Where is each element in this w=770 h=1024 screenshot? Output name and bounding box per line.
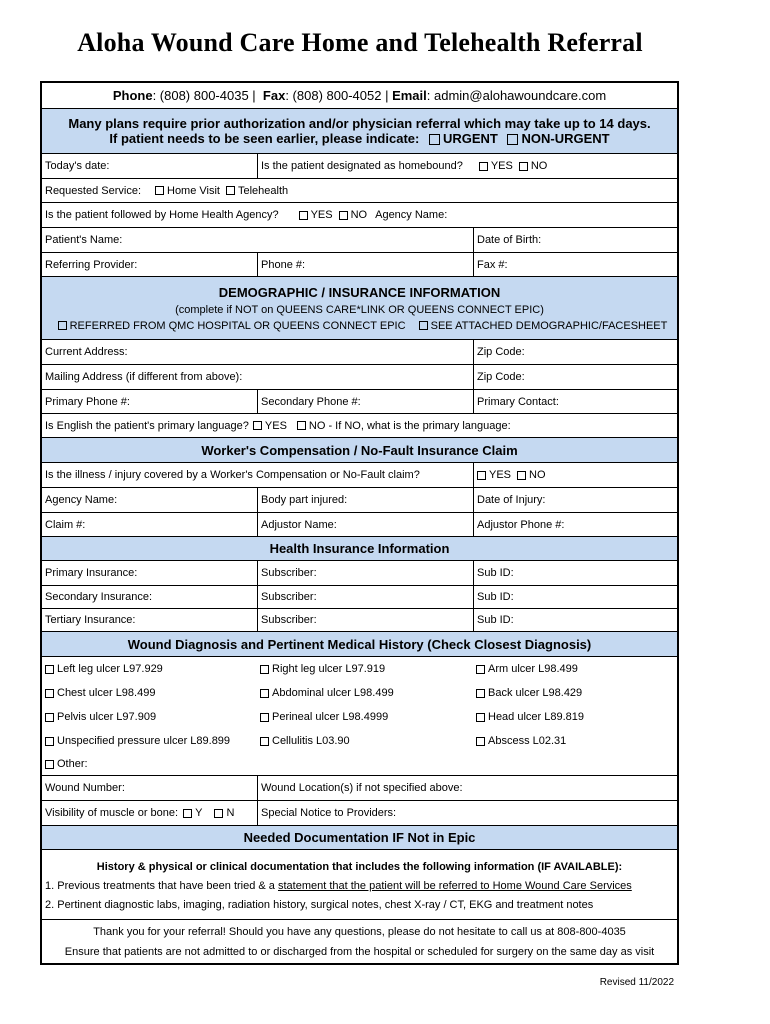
cellulitis-option[interactable] <box>257 729 473 753</box>
secondary-subscriber-field[interactable]: Subscriber: <box>257 586 473 608</box>
tertiary-sub-id-field[interactable]: Sub ID: <box>473 609 677 631</box>
visibility-n-checkbox[interactable] <box>214 809 223 818</box>
form-title: Aloha Wound Care Home and Telehealth Referral <box>77 28 643 57</box>
wound-location-field[interactable]: Wound Location(s) if not specified above: <box>257 776 677 800</box>
head-label: Head ulcer L89.819 <box>488 711 585 723</box>
perineal-label: Perineal ulcer L98.4999 <box>272 711 389 723</box>
docs-item-1 <box>45 880 632 892</box>
claim-agency-row <box>42 487 677 512</box>
home-visit-label: Home Visit <box>167 184 220 197</box>
head-checkbox[interactable] <box>476 713 485 722</box>
perineal-checkbox[interactable] <box>260 713 269 722</box>
referred-qmc-label: REFERRED FROM QMC HOSPITAL OR QUEENS CONNECT EPIC <box>69 319 406 332</box>
notice-line2 <box>109 131 609 146</box>
cellulitis-checkbox[interactable] <box>260 737 269 746</box>
primary-insurance-field[interactable]: Primary Insurance: <box>45 567 138 579</box>
thanks-block <box>42 920 677 963</box>
mailing-address-row <box>42 364 677 389</box>
wound-row-other <box>42 753 677 775</box>
primary-subscriber-field[interactable]: Subscriber: <box>257 561 473 585</box>
adjustor-phone-field[interactable]: Adjustor Phone #: <box>473 513 677 536</box>
demographic-band <box>42 277 677 339</box>
claim-agency-field[interactable]: Agency Name: <box>45 494 118 506</box>
primary-sub-id-field[interactable]: Sub ID: <box>473 561 677 585</box>
docs-header-row <box>42 825 677 849</box>
wound-number-row <box>42 775 677 800</box>
claim-row <box>42 462 677 487</box>
workers-header: Worker's Compensation / No-Fault Insurance Claim <box>42 438 677 462</box>
demographic-header: DEMOGRAPHIC / INSURANCE INFORMATION <box>218 284 501 300</box>
other-option[interactable] <box>42 753 677 775</box>
right-leg-label: Right leg ulcer L97.919 <box>272 663 386 675</box>
left-leg-checkbox[interactable] <box>45 665 54 674</box>
service-row <box>42 178 677 202</box>
provider-fax-field[interactable]: Fax #: <box>473 253 677 276</box>
homebound-yes-label: YES <box>490 160 513 172</box>
requested-service-label: Requested Service: <box>45 184 141 197</box>
tertiary-insurance-field[interactable]: Tertiary Insurance: <box>45 614 136 626</box>
wound-row-4 <box>42 729 677 753</box>
language-field <box>42 414 677 437</box>
secondary-sub-id-field[interactable]: Sub ID: <box>473 586 677 608</box>
abscess-checkbox[interactable] <box>476 737 485 746</box>
back-label: Back ulcer L98.429 <box>488 687 583 699</box>
left-leg-option[interactable] <box>42 657 257 681</box>
patient-row <box>42 227 677 252</box>
abdominal-label: Abdominal ulcer L98.499 <box>272 687 394 699</box>
notice-line2-text: If patient needs to be seen earlier, please indicate: <box>109 131 420 146</box>
contact-row <box>42 83 677 108</box>
home-health-yes-label: YES <box>310 209 333 221</box>
right-leg-checkbox[interactable] <box>260 665 269 674</box>
abscess-option[interactable] <box>473 729 677 753</box>
docs-body-row <box>42 849 677 919</box>
home-health-row <box>42 202 677 227</box>
docs-intro: History & physical or clinical documentation that includes the following information (IF AVAILABLE): <box>96 860 623 873</box>
special-notice-field[interactable]: Special Notice to Providers: <box>257 801 677 825</box>
abdominal-option[interactable] <box>257 681 473 705</box>
revised-date: Revised 11/2022 <box>599 977 674 988</box>
english-question: Is English the patient's primary language? <box>45 419 249 432</box>
adjustor-name-field[interactable]: Adjustor Name: <box>257 513 473 536</box>
urgent-checkbox[interactable] <box>429 134 440 145</box>
workers-header-row <box>42 437 677 462</box>
wound-row-3 <box>42 705 677 729</box>
home-health-no-label: NO <box>350 209 368 221</box>
primary-phone-field[interactable]: Primary Phone #: <box>45 395 130 408</box>
current-address-row <box>42 339 677 364</box>
home-health-field <box>42 203 677 227</box>
visibility-field <box>42 801 257 825</box>
wound-row-2 <box>42 681 677 705</box>
pelvis-checkbox[interactable] <box>45 713 54 722</box>
perineal-option[interactable] <box>257 705 473 729</box>
visibility-y-checkbox[interactable] <box>183 809 192 818</box>
date-row <box>42 153 677 178</box>
wound-header-row <box>42 631 677 656</box>
home-visit-checkbox[interactable] <box>155 186 164 195</box>
secondary-insurance-row <box>42 585 677 608</box>
claim-question: Is the illness / injury covered by a Worker's Compensation or No-Fault claim? <box>45 469 420 481</box>
email-value: : admin@alohawoundcare.com <box>426 88 607 103</box>
claim-no-label: NO <box>529 469 546 481</box>
telehealth-checkbox[interactable] <box>226 186 235 195</box>
homebound-question: Is the patient designated as homebound? <box>261 160 463 172</box>
agency-name-label: Agency Name: <box>375 209 448 221</box>
claim-number-field[interactable]: Claim #: <box>45 518 86 531</box>
arm-label: Arm ulcer L98.499 <box>488 663 578 675</box>
requested-service-field <box>42 179 677 202</box>
wound-header: Wound Diagnosis and Pertinent Medical History (Check Closest Diagnosis) <box>42 632 677 656</box>
fax-label: Fax <box>262 88 286 103</box>
tertiary-subscriber-field[interactable]: Subscriber: <box>257 609 473 631</box>
pressure-label: Unspecified pressure ulcer L89.899 <box>57 735 231 747</box>
other-checkbox[interactable] <box>45 760 54 769</box>
claim-yes-checkbox[interactable] <box>477 471 486 480</box>
todays-date-field[interactable]: Today's date: <box>45 160 110 172</box>
docs-header: Needed Documentation IF Not in Epic <box>42 826 677 849</box>
email-label: Email <box>392 88 427 103</box>
attached-facesheet-checkbox[interactable] <box>419 321 428 330</box>
phone-row <box>42 389 677 413</box>
mailing-zip-field[interactable]: Zip Code: <box>473 365 677 389</box>
notice-row <box>42 108 677 153</box>
back-option[interactable] <box>473 681 677 705</box>
pressure-checkbox[interactable] <box>45 737 54 746</box>
claim-number-row <box>42 512 677 536</box>
english-no-checkbox[interactable] <box>297 421 306 430</box>
visibility-y-label: Y <box>195 807 203 819</box>
referring-provider-field[interactable]: Referring Provider: <box>45 258 138 271</box>
home-health-yes-checkbox[interactable] <box>299 211 308 220</box>
current-zip-field[interactable]: Zip Code: <box>473 340 677 364</box>
demographic-sub: (complete if NOT on QUEENS CARE*LINK OR QUEENS CONNECT EPIC) <box>175 303 544 316</box>
homebound-no-label: NO <box>530 160 548 172</box>
chest-checkbox[interactable] <box>45 689 54 698</box>
attached-facesheet-label: SEE ATTACHED DEMOGRAPHIC/FACESHEET <box>430 319 668 332</box>
ensure-text: Ensure that patients are not admitted to or discharged from the hospital or scheduled for surgery on the same day as visit <box>64 945 655 958</box>
pressure-option[interactable] <box>42 729 257 753</box>
non-urgent-label: NON-URGENT <box>521 131 610 146</box>
language-row <box>42 413 677 437</box>
homebound-field <box>257 154 677 178</box>
insurance-header: Health Insurance Information <box>42 537 677 560</box>
provider-row <box>42 252 677 276</box>
current-address-field[interactable]: Current Address: <box>45 346 128 358</box>
head-option[interactable] <box>473 705 677 729</box>
home-health-question: Is the patient followed by Home Health Agency? <box>45 209 279 221</box>
chest-option[interactable] <box>42 681 257 705</box>
arm-checkbox[interactable] <box>476 665 485 674</box>
docs-item-2: 2. Pertinent diagnostic labs, imaging, radiation history, surgical notes, chest X-ray / CT, EKG and treatment notes <box>45 898 594 911</box>
visibility-label: Visibility of muscle or bone: <box>45 807 179 819</box>
referral-form <box>40 81 679 965</box>
patient-name-field[interactable]: Patient's Name: <box>45 234 123 246</box>
non-urgent-checkbox[interactable] <box>507 134 518 145</box>
homebound-yes-checkbox[interactable] <box>479 162 488 171</box>
insurance-header-row <box>42 536 677 560</box>
english-no-label: NO - If NO, what is the primary language: <box>308 419 511 432</box>
notice-line1: Many plans require prior authorization and/or physician referral which may take up to 14 days. <box>68 116 651 131</box>
wound-number-field[interactable]: Wound Number: <box>45 782 125 794</box>
cellulitis-label: Cellulitis L03.90 <box>272 735 350 747</box>
abscess-label: Abscess L02.31 <box>488 735 567 747</box>
phone-value: : (808) 800-4035 | <box>152 88 256 103</box>
tertiary-insurance-row <box>42 608 677 631</box>
english-yes-checkbox[interactable] <box>253 421 262 430</box>
thanks-row <box>42 919 677 963</box>
pelvis-option[interactable] <box>42 705 257 729</box>
demographic-header-row <box>42 276 677 339</box>
provider-phone-field[interactable]: Phone #: <box>257 253 473 276</box>
secondary-insurance-field[interactable]: Secondary Insurance: <box>45 591 153 603</box>
referred-qmc-checkbox[interactable] <box>58 321 67 330</box>
docs-item-1-underlined: statement that the patient will be referred to Home Wound Care Services <box>277 879 632 892</box>
dob-field[interactable]: Date of Birth: <box>473 228 677 252</box>
english-yes-label: YES <box>264 419 287 432</box>
primary-contact-field[interactable]: Primary Contact: <box>473 390 677 413</box>
contact-info <box>42 83 677 108</box>
date-injury-field[interactable]: Date of Injury: <box>473 488 677 512</box>
visibility-row <box>42 800 677 825</box>
pelvis-label: Pelvis ulcer L97.909 <box>57 711 157 723</box>
mailing-address-field[interactable]: Mailing Address (if different from above): <box>45 371 243 383</box>
arm-option[interactable] <box>473 657 677 681</box>
fax-value: : (808) 800-4052 | <box>285 88 389 103</box>
visibility-n-label: N <box>226 807 235 819</box>
notice-band <box>42 109 677 153</box>
phone-label: Phone <box>112 88 153 103</box>
other-label: Other: <box>57 758 88 770</box>
body-part-field[interactable]: Body part injured: <box>257 488 473 512</box>
claim-yes-label: YES <box>489 469 512 481</box>
docs-item-1-text: 1. Previous treatments that have been tried & a <box>45 879 275 892</box>
home-health-no-checkbox[interactable] <box>339 211 348 220</box>
thanks-text: Thank you for your referral! Should you have any questions, please do not hesitate to call us at 808-800-4035 <box>93 925 626 938</box>
docs-body <box>42 850 677 919</box>
back-checkbox[interactable] <box>476 689 485 698</box>
demographic-options <box>52 320 668 332</box>
right-leg-option[interactable] <box>257 657 473 681</box>
urgent-label: URGENT <box>442 131 498 146</box>
claim-no-checkbox[interactable] <box>517 471 526 480</box>
telehealth-label: Telehealth <box>237 184 289 197</box>
wound-row-1 <box>42 657 677 681</box>
chest-label: Chest ulcer L98.499 <box>57 687 156 699</box>
secondary-phone-field[interactable]: Secondary Phone #: <box>257 390 473 413</box>
abdominal-checkbox[interactable] <box>260 689 269 698</box>
left-leg-label: Left leg ulcer L97.929 <box>57 663 163 675</box>
claim-options <box>473 463 677 487</box>
primary-insurance-row <box>42 560 677 585</box>
homebound-no-checkbox[interactable] <box>519 162 528 171</box>
wound-diagnosis-block <box>42 656 677 775</box>
